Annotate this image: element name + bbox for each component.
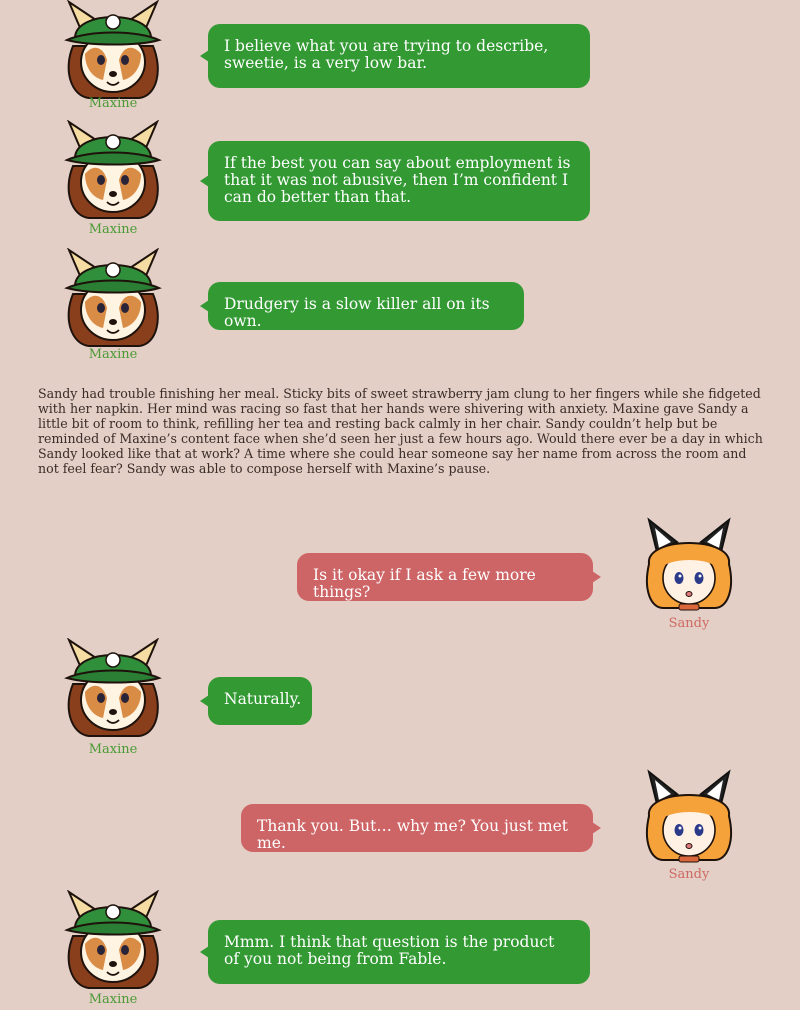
speaker-name: Sandy bbox=[668, 616, 710, 631]
message-text: If the best you can say about employment is that it was not abusive, then I’m confident I can do better than that. bbox=[224, 154, 571, 206]
message-text: I believe what you are trying to describe, sweetie, is a very low bar. bbox=[224, 37, 549, 72]
speaker-name: Sandy bbox=[668, 867, 710, 882]
message-bubble bbox=[241, 804, 593, 852]
maxine-avatar bbox=[58, 248, 168, 348]
speaker-name: Maxine bbox=[88, 347, 138, 362]
speaker-name: Maxine bbox=[88, 992, 138, 1007]
narration-paragraph: Sandy had trouble finishing her meal. Sticky bits of sweet strawberry jam clung to her fingers while she fidgeted with her napkin. Her mind was racing so fast that her hands were shivering with anxiety. Maxine gave Sandy a little bit of room to think, refilling her tea and resting back calmly in her chair. Sandy couldn’t help but be reminded of Maxine’s content face when she’d seen her just a few hours ago. Would there ever be a day in which Sandy looked like that at work? A time where she could hear someone say her name from across the room and not feel fear? Sandy was able to compose herself with Maxine’s pause. bbox=[38, 386, 763, 476]
message-text: Is it okay if I ask a few more things? bbox=[313, 566, 536, 601]
message-bubble bbox=[297, 553, 593, 601]
message-bubble bbox=[208, 677, 312, 725]
message-text: Mmm. I think that question is the product of you not being from Fable. bbox=[224, 933, 555, 968]
message-text: Thank you. But… why me? You just met me. bbox=[257, 817, 568, 852]
speaker-name: Maxine bbox=[88, 222, 138, 237]
sandy-avatar bbox=[634, 768, 744, 868]
maxine-avatar bbox=[58, 120, 168, 220]
speaker-name: Maxine bbox=[88, 742, 138, 757]
message-bubble bbox=[208, 920, 590, 984]
message-text: Naturally. bbox=[224, 690, 302, 708]
sandy-avatar bbox=[634, 516, 744, 616]
maxine-avatar bbox=[58, 0, 168, 100]
speaker-name: Maxine bbox=[88, 96, 138, 111]
message-bubble bbox=[208, 141, 590, 221]
message-text: Drudgery is a slow killer all on its own. bbox=[224, 295, 490, 330]
message-bubble bbox=[208, 24, 590, 88]
maxine-avatar bbox=[58, 638, 168, 738]
message-bubble bbox=[208, 282, 524, 330]
maxine-avatar bbox=[58, 890, 168, 990]
